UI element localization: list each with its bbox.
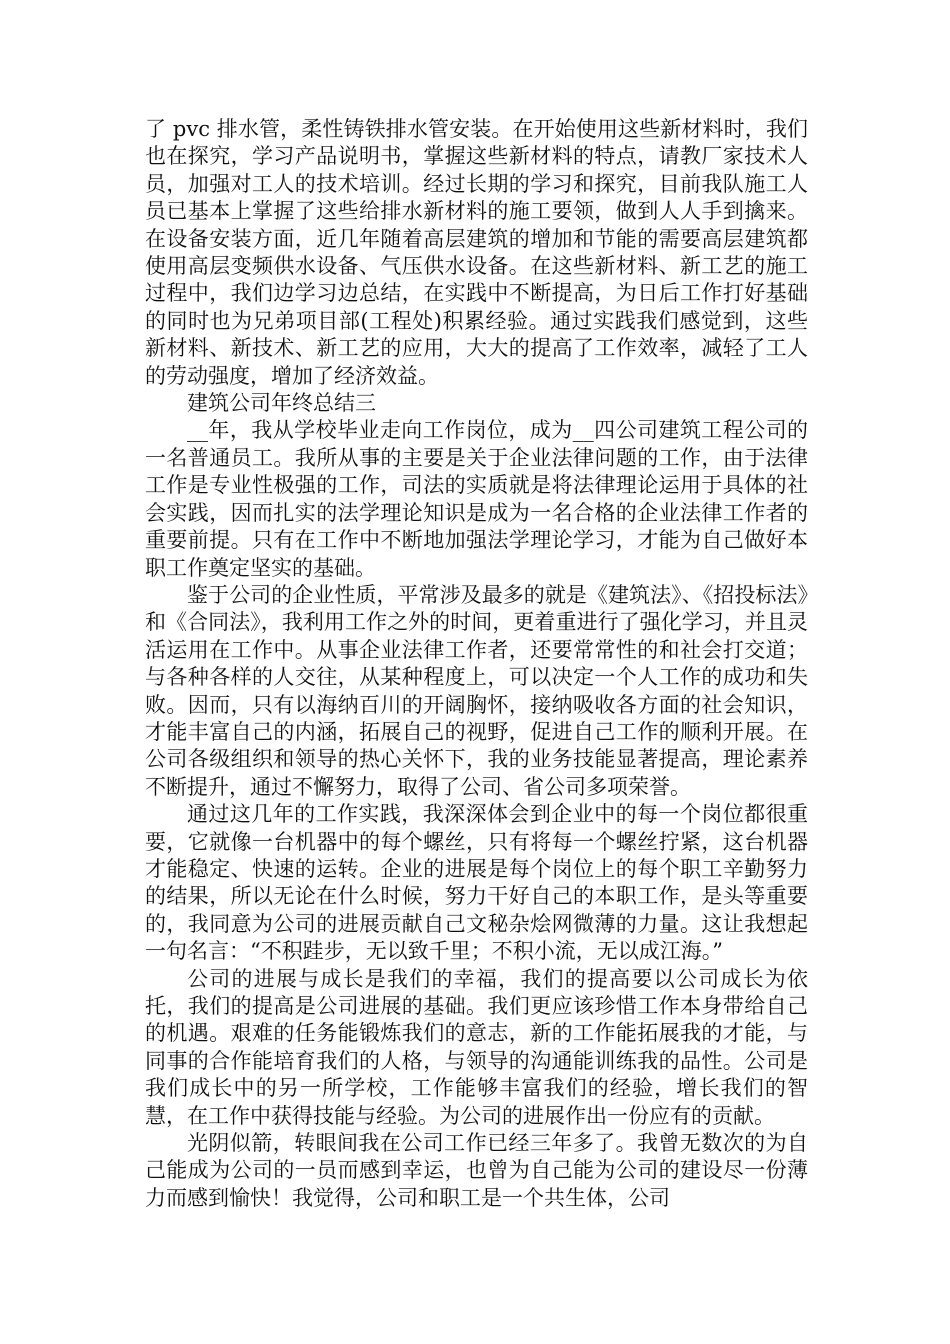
paragraph-intro: __年，我从学校毕业走向工作岗位，成为__四公司建筑工程公司的一名普通员工。我所从事的主要是关于企业法律问题的工作，由于法律工作是专业性极强的工作，司法的实质就是将法律理论运用于具体的社会实践，因而扎实的法学理论知识是成为一名合格的企业法律工作者的重要前提。只有在工作中不断地加强法学理论学习，才能为自己做好本职工作奠定坚实的基础。 [145,418,808,580]
paragraph-work-practice: 通过这几年的工作实践，我深深体会到企业中的每一个岗位都很重要，它就像一台机器中的每个螺丝，只有将每一个螺丝拧紧，这台机器才能稳定、快速的运转。企业的进展是每个岗位上的每个职工辛勤努力的结果，所以无论在什么时候，努力干好自己的本职工作，是头等重要的，我同意为公司的进展贡献自己文秘杂烩网微薄的力量。这让我想起一句名言：“不积跬步，无以致千里；不积小流，无以成江海。” [145,802,808,964]
paragraph-law-study: 鉴于公司的企业性质，平常涉及最多的就是《建筑法》、《招投标法》和《合同法》，我利用工作之外的时间，更着重进行了强化学习，并且灵活运用在工作中。从事企业法律工作者，还要常常性的和社会打交道；与各种各样的人交往，从某种程度上，可以决定一个人工作的成功和失败。因而，只有以海纳百川的开阔胸怀，接纳吸收各方面的社会知识，才能丰富自己的内涵，拓展自己的视野，促进自己工作的顺利开展。在公司各级组织和领导的热心关怀下，我的业务技能显著提高，理论素养不断提升，通过不懈努力，取得了公司、省公司多项荣誉。 [145,582,808,799]
paragraph-continuation: 了 pvc 排水管，柔性铸铁排水管安装。在开始使用这些新材料时，我们也在探究，学习产品说明书，掌握这些新材料的特点，请教厂家技术人员，加强对工人的技术培训。经过长期的学习和探究，目前我队施工人员已基本上掌握了这些给排水新材料的施工要领，做到人人手到擒来。在设备安装方面，近几年随着高层建筑的增加和节能的需要高层建筑都使用高层变频供水设备、气压供水设备。在这些新材料、新工艺的施工过程中，我们边学习边总结，在实践中不断提高，为日后工作打好基础的同时也为兄弟项目部(工程处)积累经验。通过实践我们感觉到，这些新材料、新技术、新工艺的应用，大大的提高了工作效率，减轻了工人的劳动强度，增加了经济效益。 [145,117,808,388]
paragraph-company-growth: 公司的进展与成长是我们的幸福，我们的提高要以公司成长为依托，我们的提高是公司进展的基础。我们更应该珍惜工作本身带给自己的机遇。艰难的任务能锻炼我们的意志，新的工作能拓展我的才能，与同事的合作能培育我们的人格，与领导的沟通能训练我的品性。公司是我们成长中的另一所学校，工作能够丰富我们的经验，增长我们的智慧，在工作中获得技能与经验。为公司的进展作出一份应有的贡献。 [145,966,808,1128]
section-heading: 建筑公司年终总结三 [187,391,376,416]
document-body [145,116,808,1212]
paragraph-time-flies: 光阴似箭，转眼间我在公司工作已经三年多了。我曾无数次的为自己能成为公司的一员而感到幸运，也曾为自己能为公司的建设尽一份薄力而感到愉快！我觉得，公司和职工是一个共生体，公司 [145,1131,808,1210]
